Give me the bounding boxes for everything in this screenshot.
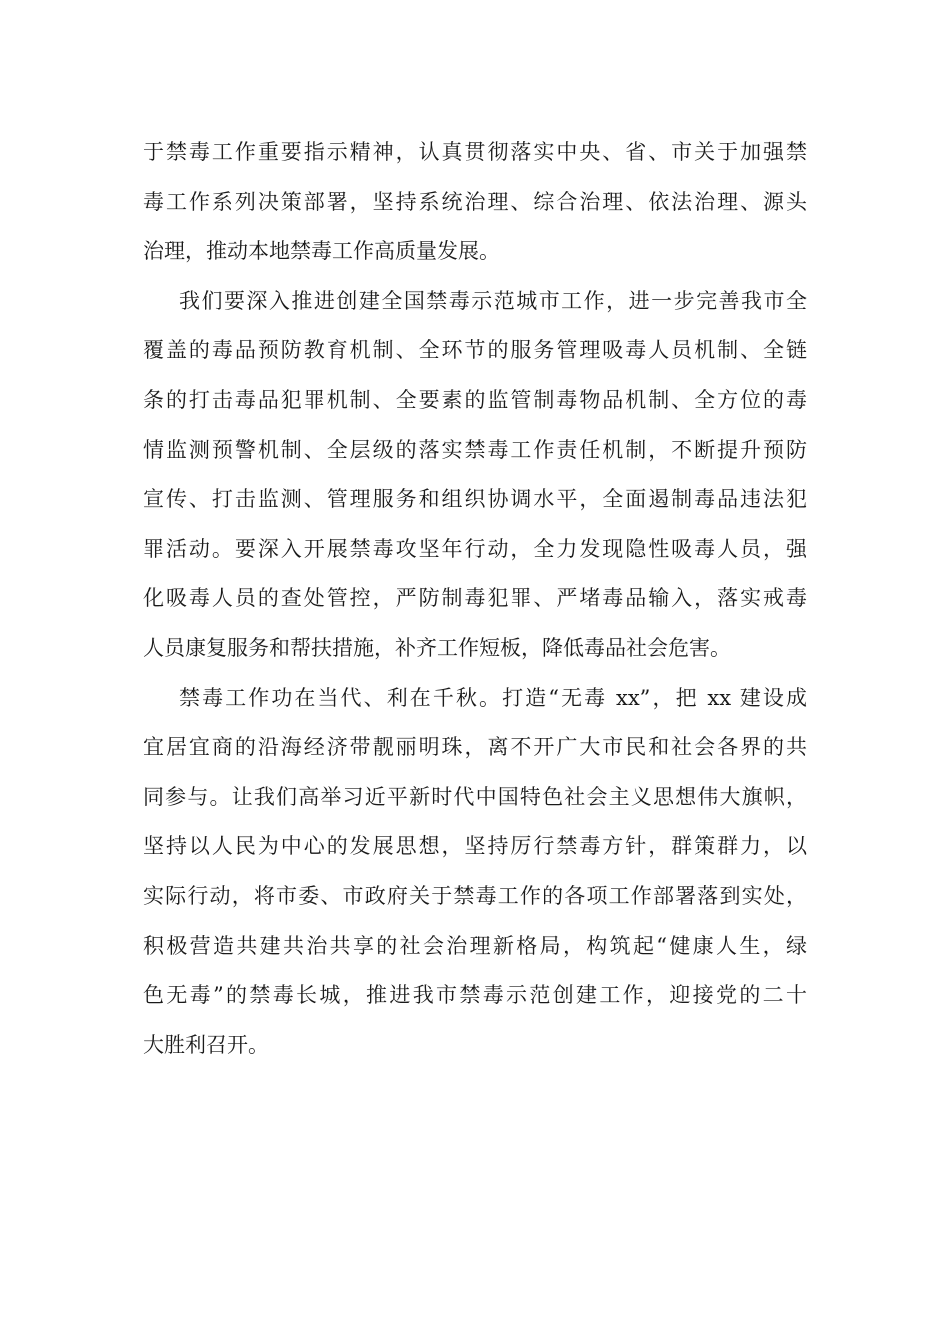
- text-line: 我们要深入推进创建全国禁毒示范城市工作，进一步完善我市全: [179, 288, 807, 313]
- paragraph-continuation: [143, 128, 807, 277]
- text-line: 色无毒”的禁毒长城，推进我市禁毒示范创建工作，迎接党的二十: [143, 983, 807, 1008]
- text-line: 化吸毒人员的查处管控，严防制毒犯罪、严堵毒品输入，落实戒毒: [143, 586, 807, 611]
- text-line: 积极营造共建共治共享的社会治理新格局，构筑起“健康人生，绿: [143, 933, 807, 958]
- text-line: 大胜利召开。: [143, 1032, 269, 1057]
- text-line: 覆盖的毒品预防教育机制、全环节的服务管理吸毒人员机制、全链: [143, 338, 807, 363]
- text-line: 宜居宜商的沿海经济带靓丽明珠，离不开广大市民和社会各界的共: [143, 735, 807, 760]
- paragraph-closing: [143, 674, 807, 1071]
- text-line: 条的打击毒品犯罪机制、全要素的监管制毒物品机制、全方位的毒: [143, 387, 807, 412]
- text-line: 实际行动，将市委、市政府关于禁毒工作的各项工作部署落到实处，: [143, 883, 807, 908]
- text-line: 毒工作系列决策部署，坚持系统治理、综合治理、依法治理、源头: [143, 189, 807, 214]
- text-line: 宣传、打击监测、管理服务和组织协调水平，全面遏制毒品违法犯: [143, 487, 807, 512]
- text-line: 禁毒工作功在当代、利在千秋。打造“无毒 xx”，把 xx 建设成: [179, 685, 807, 710]
- text-line: 治理，推动本地禁毒工作高质量发展。: [143, 239, 500, 264]
- document-body: [143, 128, 807, 1070]
- text-line: 罪活动。要深入开展禁毒攻坚年行动，全力发现隐性吸毒人员，强: [143, 536, 807, 561]
- paragraph-anti-drug-mechanisms: [143, 277, 807, 674]
- text-line: 坚持以人民为中心的发展思想，坚持厉行禁毒方针，群策群力，以: [143, 834, 807, 859]
- text-line: 人员康复服务和帮扶措施，补齐工作短板，降低毒品社会危害。: [143, 635, 731, 660]
- text-line: 情监测预警机制、全层级的落实禁毒工作责任机制，不断提升预防: [143, 437, 807, 462]
- text-line: 同参与。让我们高举习近平新时代中国特色社会主义思想伟大旗帜，: [143, 784, 807, 809]
- text-line: 于禁毒工作重要指示精神，认真贯彻落实中央、省、市关于加强禁: [143, 140, 807, 164]
